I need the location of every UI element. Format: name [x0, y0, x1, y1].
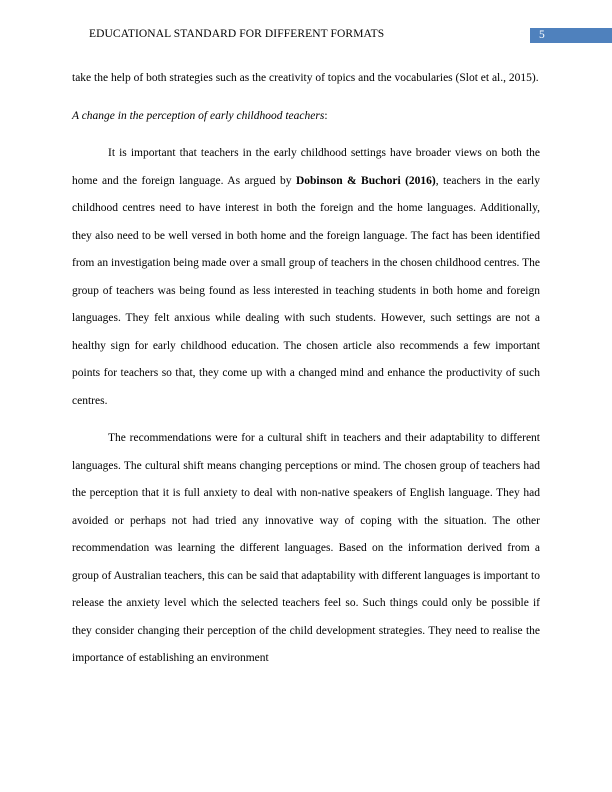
paragraph-continuation: take the help of both strategies such as the creativity of topics and the vocabularies (Slot et al., 2015). — [72, 72, 539, 84]
section-heading — [72, 103, 540, 131]
paragraph-dobinson — [72, 140, 540, 415]
page-number-badge: 5 — [530, 28, 612, 43]
citation-dobinson-buchori: Dobinson & Buchori (2016) — [295, 174, 436, 187]
running-header-title: EDUCATIONAL STANDARD FOR DIFFERENT FORMATS — [89, 28, 385, 40]
document-body — [72, 65, 540, 673]
paragraph-dobinson-rest: , teachers in the early childhood centres need to have interest in both the foreign and the home languages. Additionally, they also need to be well versed in both home and the foreign language. The fact has been identified from an investigation being made over a small group of teachers in the chosen childhood centres. The group of teachers was being found as less interested in teaching students in both home and foreign languages. They felt anxious while dealing with such students. However, such settings are not a healthy sign for early childhood education. The chosen article also recommends a few important points for teachers so that, they come up with a changed mind and enhance the productivity of such centres. — [72, 174, 540, 407]
paragraph-recommendations: The recommendations were for a cultural shift in teachers and their adaptability to different languages. The cultural shift means changing perceptions or mind. The chosen group of teachers had the perception that it is full anxiety to deal with non-native speakers of English language. They had avoided or perhaps not had tried any innovative way of coping with the situation. The other recommendation was learning the different languages. Based on the information derived from a group of Australian teachers, this can be said that adaptability with different languages is important to release the anxiety level which the selected teachers feel so. Such things could only be possible if they consider changing their perception of the child development strategies. They need to realise the importance of establishing an environment — [72, 432, 540, 664]
section-heading-text: A change in the perception of early childhood teachers — [72, 109, 325, 122]
paragraph-dobinson-start: It is important that teachers in the early childhood settings have broader views on both the home and the foreign language. As argued by — [72, 147, 540, 187]
section-heading-colon: : — [324, 109, 328, 122]
